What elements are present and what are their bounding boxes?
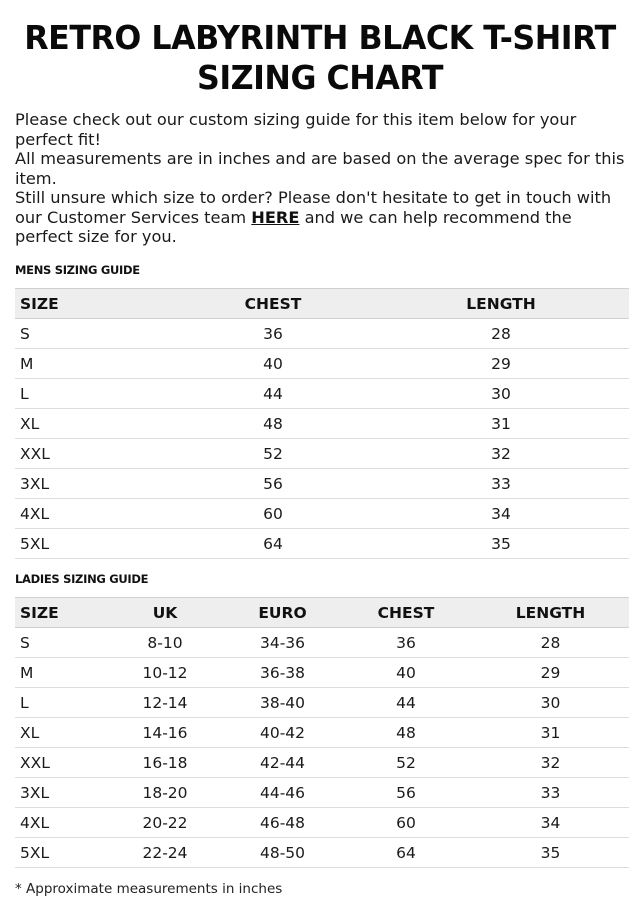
ladies-cell-size: XXL [15, 748, 105, 778]
ladies-cell-euro: 40-42 [225, 718, 340, 748]
ladies-col-chest: CHEST [340, 598, 472, 628]
mens-cell-chest: 40 [173, 349, 373, 379]
mens-table-row [15, 349, 629, 379]
ladies-table-row [15, 718, 629, 748]
ladies-header-row [15, 598, 629, 628]
intro-line-3-after: and we can help recommend the perfect size for you. [15, 207, 572, 246]
mens-table-row [15, 499, 629, 529]
mens-cell-length: 28 [373, 319, 629, 349]
mens-cell-chest: 52 [173, 439, 373, 469]
ladies-table-row [15, 688, 629, 718]
ladies-cell-euro: 38-40 [225, 688, 340, 718]
mens-heading: MENS SIZING GUIDE [15, 263, 140, 277]
ladies-table-row [15, 838, 629, 868]
mens-col-size: SIZE [15, 289, 173, 319]
ladies-cell-euro: 36-38 [225, 658, 340, 688]
mens-table-body [15, 319, 629, 559]
mens-cell-size: XL [15, 409, 173, 439]
intro-line-2: All measurements are in inches and are based on the average spec for this item. [15, 149, 625, 188]
mens-cell-size: 5XL [15, 529, 173, 559]
ladies-cell-euro: 46-48 [225, 808, 340, 838]
mens-cell-chest: 48 [173, 409, 373, 439]
mens-cell-length: 31 [373, 409, 629, 439]
ladies-cell-euro: 48-50 [225, 838, 340, 868]
footnote: * Approximate measurements in inches [15, 881, 283, 897]
ladies-cell-length: 30 [472, 688, 629, 718]
ladies-cell-chest: 56 [340, 778, 472, 808]
page-title [13, 0, 627, 98]
ladies-heading: LADIES SIZING GUIDE [15, 572, 149, 586]
mens-cell-size: M [15, 349, 173, 379]
ladies-cell-chest: 44 [340, 688, 472, 718]
ladies-cell-size: L [15, 688, 105, 718]
ladies-col-euro: EURO [225, 598, 340, 628]
ladies-cell-chest: 52 [340, 748, 472, 778]
mens-table-row [15, 439, 629, 469]
ladies-cell-size: S [15, 628, 105, 658]
ladies-sizing-table [15, 597, 629, 868]
ladies-cell-uk: 22-24 [105, 838, 225, 868]
ladies-cell-chest: 60 [340, 808, 472, 838]
intro-line-3-before: Still unsure which size to order? Please don't hesitate to get in touch with our Customer Services team [15, 188, 612, 227]
ladies-cell-chest: 64 [340, 838, 472, 868]
ladies-cell-chest: 40 [340, 658, 472, 688]
mens-cell-size: 3XL [15, 469, 173, 499]
mens-header-row [15, 289, 629, 319]
ladies-cell-length: 29 [472, 658, 629, 688]
ladies-cell-size: 3XL [15, 778, 105, 808]
mens-cell-length: 32 [373, 439, 629, 469]
mens-cell-chest: 36 [173, 319, 373, 349]
mens-cell-chest: 60 [173, 499, 373, 529]
ladies-cell-length: 34 [472, 808, 629, 838]
ladies-cell-uk: 10-12 [105, 658, 225, 688]
ladies-cell-chest: 48 [340, 718, 472, 748]
ladies-cell-euro: 44-46 [225, 778, 340, 808]
ladies-table-row [15, 658, 629, 688]
mens-cell-size: S [15, 319, 173, 349]
ladies-cell-length: 33 [472, 778, 629, 808]
ladies-table-row [15, 778, 629, 808]
ladies-cell-uk: 8-10 [105, 628, 225, 658]
ladies-table-row [15, 628, 629, 658]
mens-cell-chest: 64 [173, 529, 373, 559]
mens-table-row [15, 379, 629, 409]
ladies-cell-uk: 12-14 [105, 688, 225, 718]
mens-cell-length: 30 [373, 379, 629, 409]
ladies-cell-euro: 34-36 [225, 628, 340, 658]
ladies-col-length: LENGTH [472, 598, 629, 628]
ladies-cell-size: XL [15, 718, 105, 748]
mens-sizing-table [15, 288, 629, 559]
mens-cell-length: 29 [373, 349, 629, 379]
ladies-cell-length: 35 [472, 838, 629, 868]
ladies-cell-length: 28 [472, 628, 629, 658]
title-line-1: RETRO LABYRINTH BLACK T-SHIRT [24, 18, 616, 57]
ladies-table-body [15, 628, 629, 868]
mens-cell-size: XXL [15, 439, 173, 469]
ladies-cell-size: 5XL [15, 838, 105, 868]
intro-line-3 [15, 188, 625, 247]
customer-services-link[interactable]: HERE [251, 207, 300, 227]
ladies-cell-uk: 16-18 [105, 748, 225, 778]
ladies-cell-chest: 36 [340, 628, 472, 658]
ladies-cell-uk: 14-16 [105, 718, 225, 748]
mens-cell-size: L [15, 379, 173, 409]
ladies-cell-size: M [15, 658, 105, 688]
ladies-cell-euro: 42-44 [225, 748, 340, 778]
mens-col-chest: CHEST [173, 289, 373, 319]
mens-cell-length: 34 [373, 499, 629, 529]
ladies-col-uk: UK [105, 598, 225, 628]
intro-text [15, 110, 625, 247]
mens-table-row [15, 409, 629, 439]
mens-cell-length: 33 [373, 469, 629, 499]
ladies-table-row [15, 748, 629, 778]
title-line-2: SIZING CHART [196, 58, 443, 97]
mens-col-length: LENGTH [373, 289, 629, 319]
ladies-cell-length: 31 [472, 718, 629, 748]
mens-cell-chest: 56 [173, 469, 373, 499]
mens-table-row [15, 529, 629, 559]
mens-table-row [15, 469, 629, 499]
intro-line-1: Please check out our custom sizing guide for this item below for your perfect fit! [15, 110, 577, 149]
ladies-table-row [15, 808, 629, 838]
ladies-cell-size: 4XL [15, 808, 105, 838]
mens-cell-size: 4XL [15, 499, 173, 529]
mens-cell-chest: 44 [173, 379, 373, 409]
ladies-col-size: SIZE [15, 598, 105, 628]
ladies-cell-uk: 18-20 [105, 778, 225, 808]
mens-cell-length: 35 [373, 529, 629, 559]
ladies-cell-length: 32 [472, 748, 629, 778]
ladies-cell-uk: 20-22 [105, 808, 225, 838]
mens-table-row [15, 319, 629, 349]
